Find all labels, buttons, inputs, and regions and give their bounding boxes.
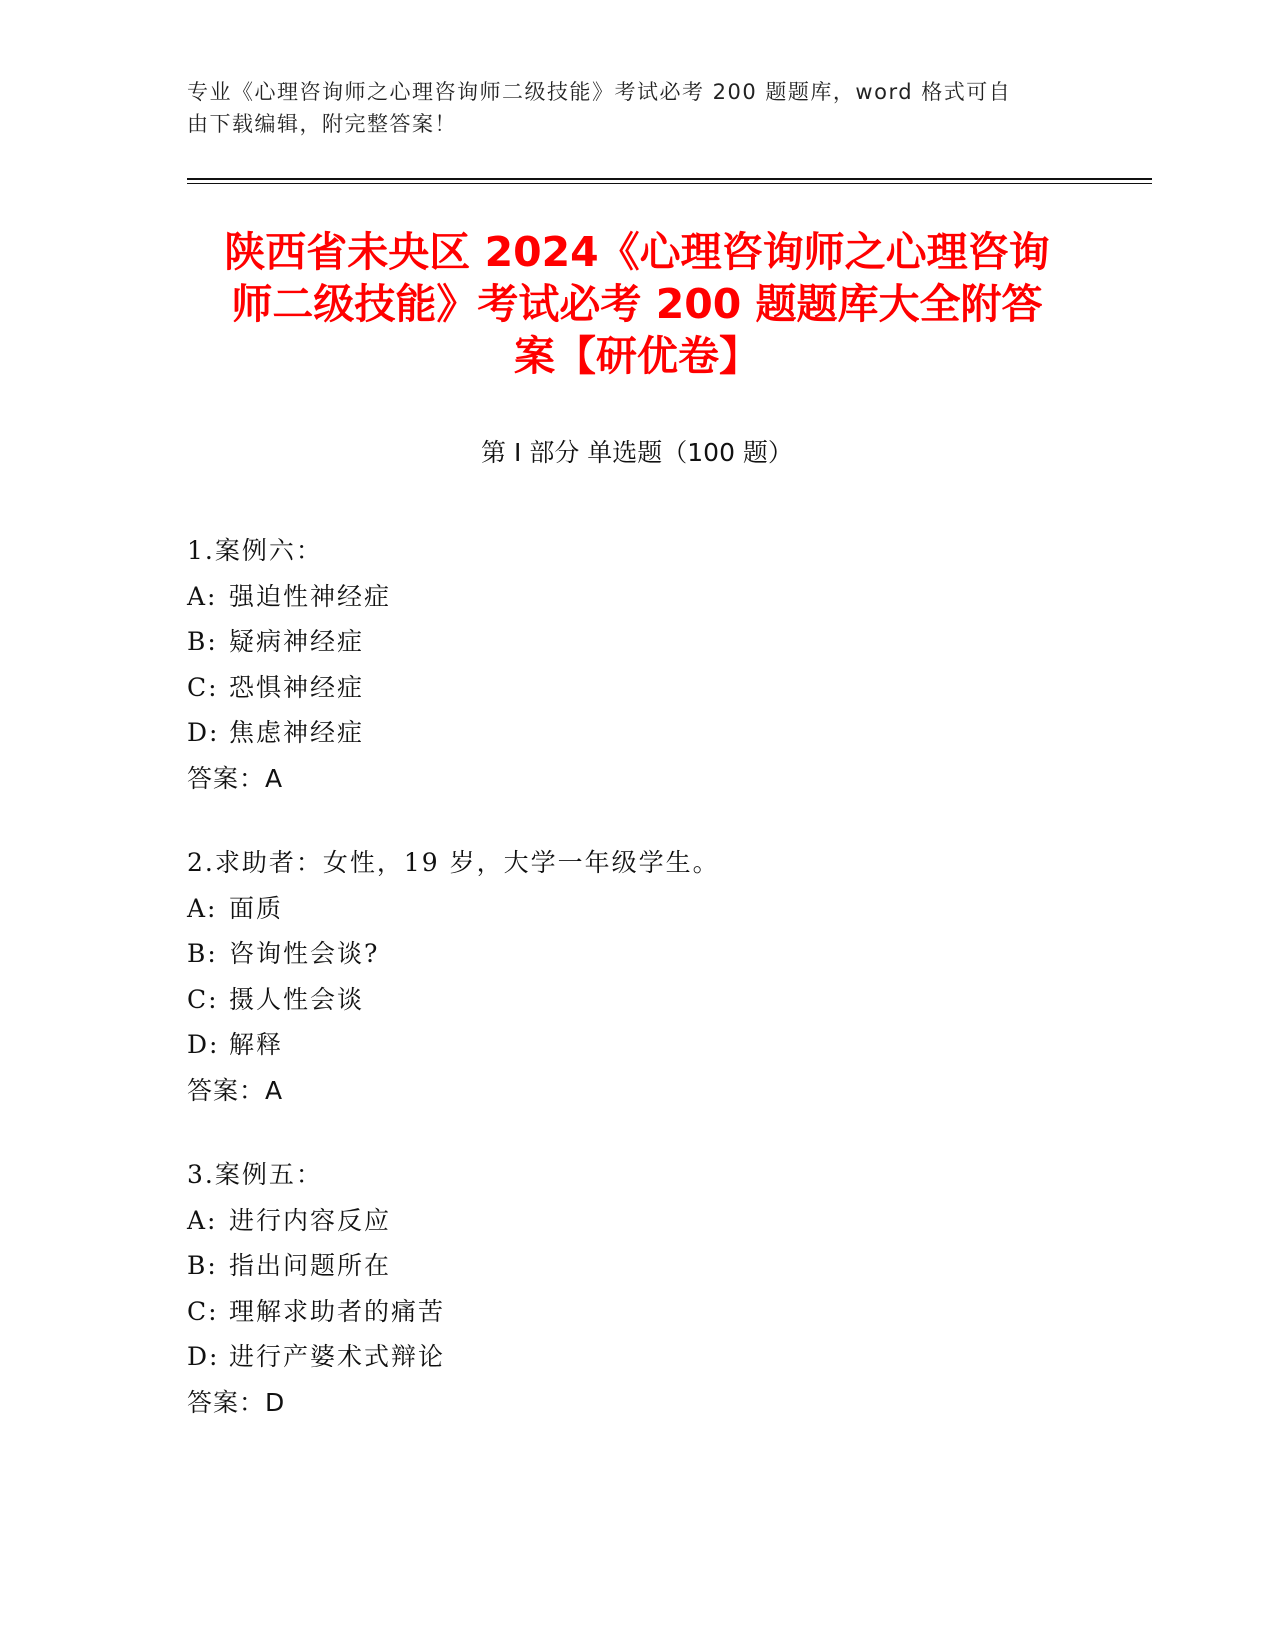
option-text: 焦虑神经症 (229, 718, 365, 747)
option-text: 理解求助者的痛苦 (229, 1296, 446, 1326)
option-text: 进行产婆术式辩论 (229, 1342, 446, 1371)
option-c (187, 665, 1087, 711)
header-note-line-2: 由下载编辑，附完整答案！ (187, 112, 457, 136)
option-b (187, 619, 1087, 665)
answer-line: 答案：A (187, 1075, 284, 1105)
option-text: 恐惧神经症 (229, 672, 365, 702)
option-text: 强迫性神经症 (229, 581, 392, 611)
option-d (187, 1022, 1087, 1068)
question-1 (187, 528, 1087, 801)
option-d (187, 1334, 1087, 1380)
question-list (187, 528, 1087, 1464)
document-title (187, 226, 1087, 382)
question-3 (187, 1152, 1087, 1425)
question-stem: 3.案例五： (187, 1160, 323, 1189)
section-heading: 第 I 部分 单选题（100 题） (481, 438, 793, 467)
option-a (187, 574, 1087, 620)
option-a (187, 1198, 1087, 1244)
option-letter: B: (187, 627, 218, 656)
option-b (187, 1243, 1087, 1289)
answer-line: 答案：D (187, 1387, 286, 1417)
document-title-line-2: 师二级技能》考试必考 200 题题库大全附答 (231, 280, 1043, 328)
header-divider-thick (187, 178, 1152, 180)
document-title-line-3: 案【研优卷】 (514, 332, 760, 380)
option-b (187, 931, 1087, 977)
question-stem: 1.案例六： (187, 536, 323, 565)
option-letter: C: (187, 984, 219, 1014)
option-letter: A: (187, 1205, 218, 1235)
header-divider-thin (187, 183, 1152, 184)
option-a (187, 886, 1087, 932)
option-letter: B: (187, 1251, 218, 1280)
option-letter: A: (187, 893, 218, 923)
option-c (187, 977, 1087, 1023)
option-text: 面质 (229, 893, 284, 923)
option-letter: C: (187, 1296, 219, 1326)
option-letter: A: (187, 581, 218, 611)
option-text: 指出问题所在 (229, 1251, 392, 1280)
question-2 (187, 840, 1087, 1113)
option-text: 解释 (229, 1030, 284, 1059)
question-stem: 2.求助者：女性，19 岁，大学一年级学生。 (187, 848, 720, 877)
header-note-line-1: 专业《心理咨询师之心理咨询师二级技能》考试必考 200 题题库，word 格式可自 (187, 80, 1012, 104)
option-text: 疑病神经症 (229, 627, 365, 656)
document-title-line-1: 陕西省未央区 2024《心理咨询师之心理咨询 (224, 228, 1050, 276)
option-text: 进行内容反应 (229, 1205, 392, 1235)
header-note (187, 76, 1067, 140)
option-c (187, 1289, 1087, 1335)
option-letter: D: (187, 1030, 220, 1059)
option-d (187, 710, 1087, 756)
option-text: 咨询性会谈? (229, 939, 380, 968)
option-letter: C: (187, 672, 219, 702)
answer-line: 答案：A (187, 763, 284, 793)
option-letter: B: (187, 939, 218, 968)
option-letter: D: (187, 1342, 220, 1371)
option-letter: D: (187, 718, 220, 747)
option-text: 摄人性会谈 (229, 984, 365, 1014)
